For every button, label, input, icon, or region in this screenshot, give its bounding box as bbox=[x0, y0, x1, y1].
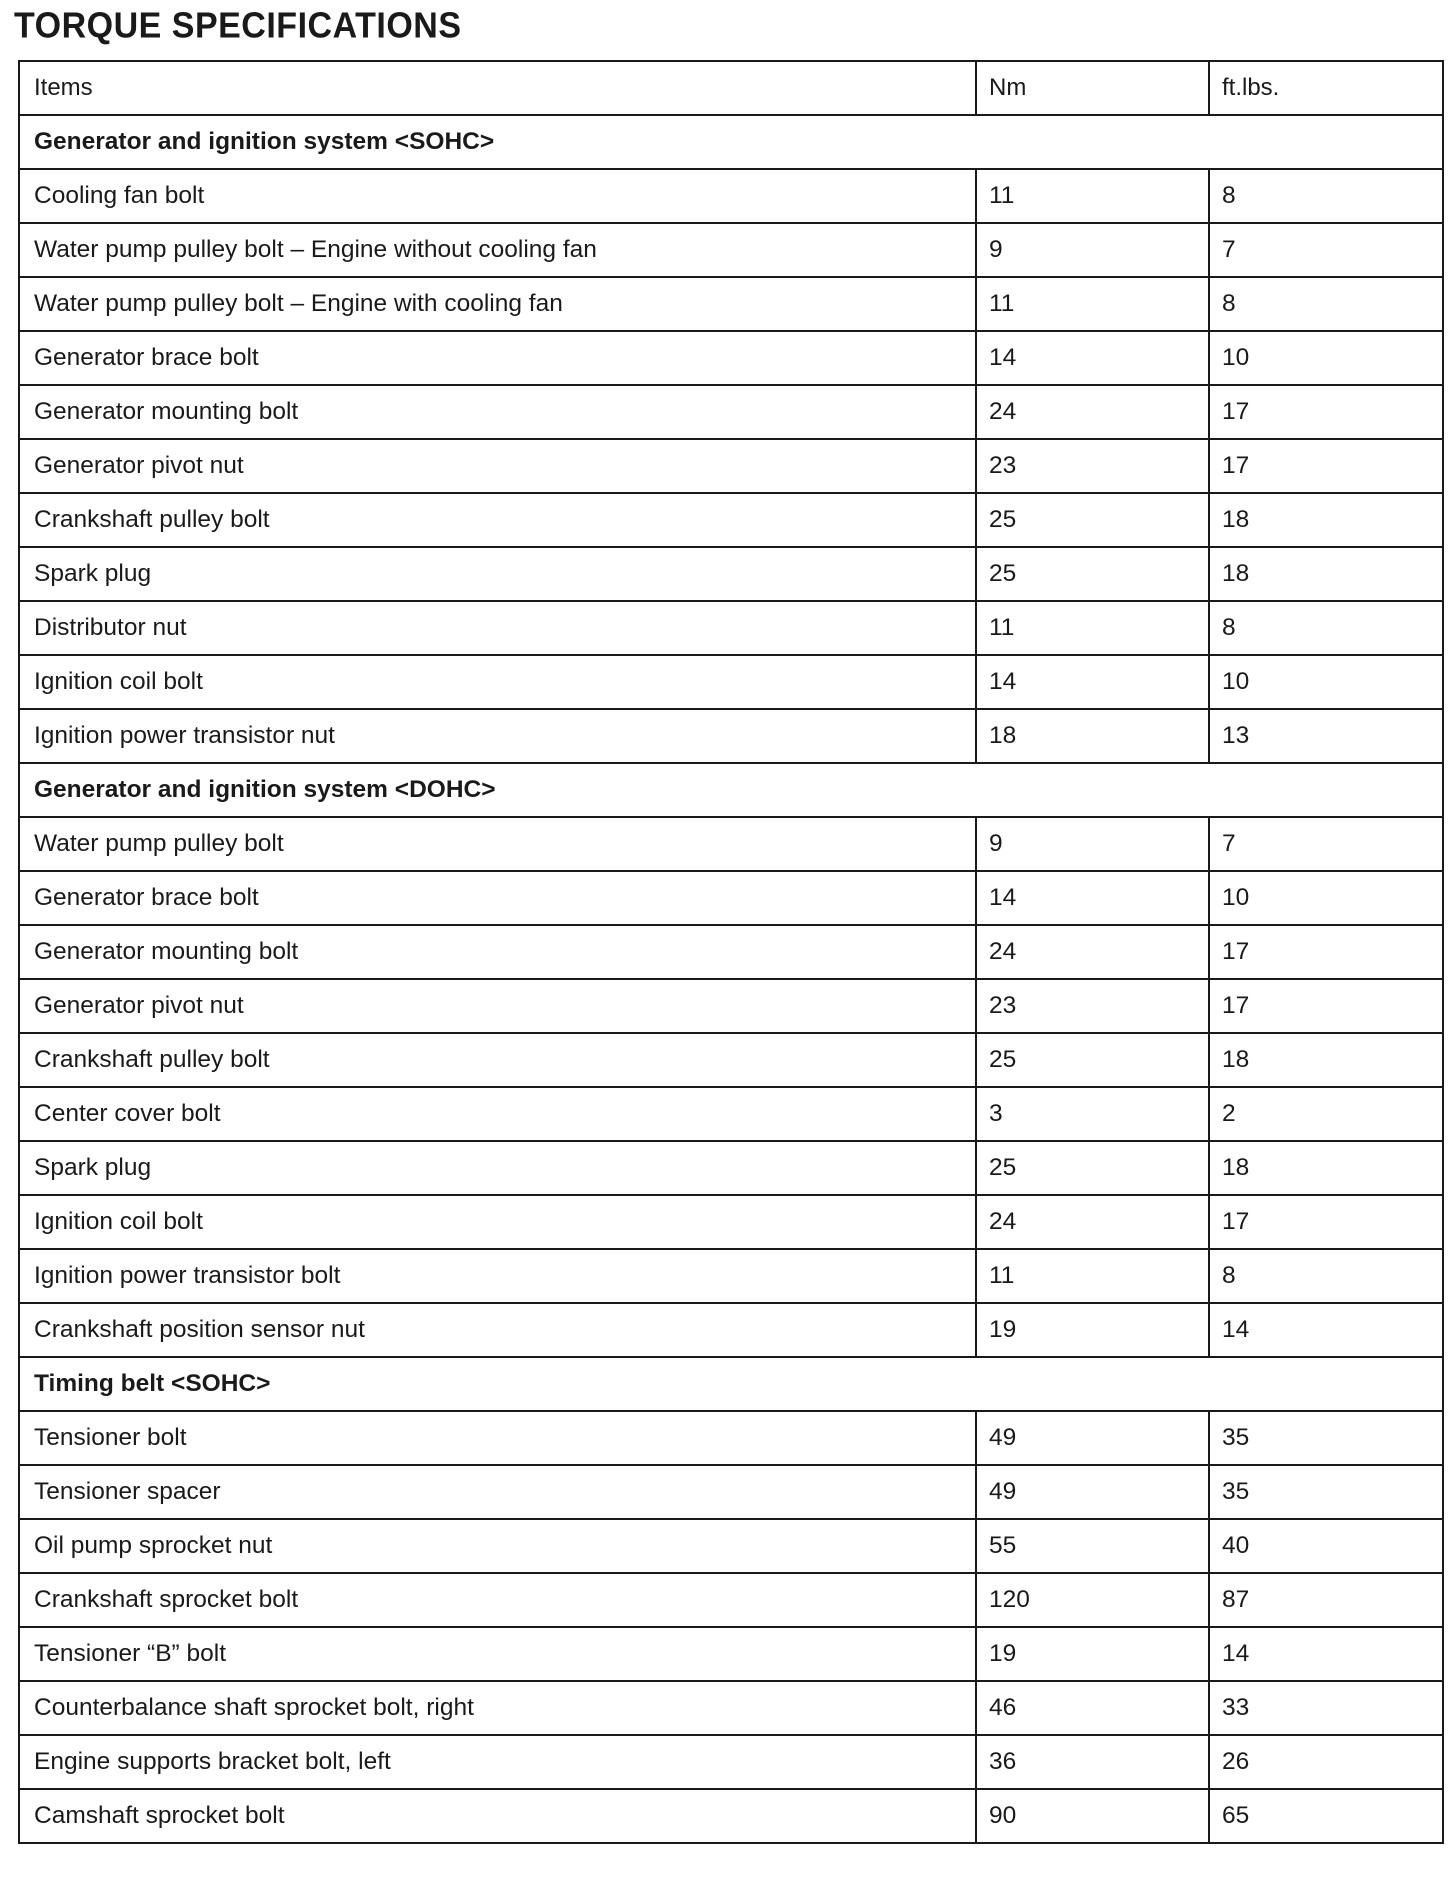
item-name-cell: Oil pump sprocket nut bbox=[19, 1519, 976, 1573]
nm-value-cell: 14 bbox=[976, 655, 1209, 709]
nm-value-cell: 120 bbox=[976, 1573, 1209, 1627]
page-title: TORQUE SPECIFICATIONS bbox=[14, 6, 462, 46]
table-row bbox=[19, 1573, 1443, 1627]
ft-lbs-value-cell: 18 bbox=[1209, 1141, 1443, 1195]
header-nm: Nm bbox=[976, 61, 1209, 115]
item-name-cell: Ignition coil bolt bbox=[19, 655, 976, 709]
nm-value-cell: 19 bbox=[976, 1627, 1209, 1681]
table-row bbox=[19, 223, 1443, 277]
ft-lbs-value-cell: 7 bbox=[1209, 817, 1443, 871]
nm-value-cell: 3 bbox=[976, 1087, 1209, 1141]
table-row bbox=[19, 1789, 1443, 1843]
item-name-cell: Tensioner spacer bbox=[19, 1465, 976, 1519]
item-name-cell: Tensioner bolt bbox=[19, 1411, 976, 1465]
item-name-cell: Crankshaft sprocket bolt bbox=[19, 1573, 976, 1627]
ft-lbs-value-cell: 2 bbox=[1209, 1087, 1443, 1141]
ft-lbs-value-cell: 17 bbox=[1209, 1195, 1443, 1249]
item-name-cell: Water pump pulley bolt – Engine without cooling fan bbox=[19, 223, 976, 277]
ft-lbs-value-cell: 18 bbox=[1209, 547, 1443, 601]
nm-value-cell: 25 bbox=[976, 493, 1209, 547]
item-name-cell: Engine supports bracket bolt, left bbox=[19, 1735, 976, 1789]
ft-lbs-value-cell: 17 bbox=[1209, 439, 1443, 493]
item-name-cell: Water pump pulley bolt – Engine with cooling fan bbox=[19, 277, 976, 331]
table-row bbox=[19, 277, 1443, 331]
table-row bbox=[19, 439, 1443, 493]
nm-value-cell: 11 bbox=[976, 601, 1209, 655]
item-name-cell: Water pump pulley bolt bbox=[19, 817, 976, 871]
item-name-cell: Ignition coil bolt bbox=[19, 1195, 976, 1249]
ft-lbs-value-cell: 8 bbox=[1209, 277, 1443, 331]
item-name-cell: Ignition power transistor nut bbox=[19, 709, 976, 763]
ft-lbs-value-cell: 18 bbox=[1209, 493, 1443, 547]
ft-lbs-value-cell: 8 bbox=[1209, 1249, 1443, 1303]
nm-value-cell: 24 bbox=[976, 1195, 1209, 1249]
ft-lbs-value-cell: 17 bbox=[1209, 925, 1443, 979]
section-header-row bbox=[19, 763, 1443, 817]
table-row bbox=[19, 1681, 1443, 1735]
item-name-cell: Counterbalance shaft sprocket bolt, right bbox=[19, 1681, 976, 1735]
item-name-cell: Crankshaft pulley bolt bbox=[19, 493, 976, 547]
section-header-row bbox=[19, 115, 1443, 169]
table-row bbox=[19, 1195, 1443, 1249]
header-items: Items bbox=[19, 61, 976, 115]
table-row bbox=[19, 655, 1443, 709]
nm-value-cell: 11 bbox=[976, 277, 1209, 331]
table-row bbox=[19, 817, 1443, 871]
nm-value-cell: 14 bbox=[976, 871, 1209, 925]
ft-lbs-value-cell: 14 bbox=[1209, 1627, 1443, 1681]
table-header-row bbox=[19, 61, 1443, 115]
item-name-cell: Generator pivot nut bbox=[19, 979, 976, 1033]
nm-value-cell: 11 bbox=[976, 169, 1209, 223]
nm-value-cell: 49 bbox=[976, 1465, 1209, 1519]
item-name-cell: Camshaft sprocket bolt bbox=[19, 1789, 976, 1843]
table-row bbox=[19, 169, 1443, 223]
item-name-cell: Tensioner “B” bolt bbox=[19, 1627, 976, 1681]
table-row bbox=[19, 1249, 1443, 1303]
ft-lbs-value-cell: 7 bbox=[1209, 223, 1443, 277]
nm-value-cell: 24 bbox=[976, 925, 1209, 979]
table-row bbox=[19, 925, 1443, 979]
table-row bbox=[19, 331, 1443, 385]
ft-lbs-value-cell: 8 bbox=[1209, 601, 1443, 655]
ft-lbs-value-cell: 13 bbox=[1209, 709, 1443, 763]
ft-lbs-value-cell: 26 bbox=[1209, 1735, 1443, 1789]
table-row bbox=[19, 871, 1443, 925]
table-row bbox=[19, 1303, 1443, 1357]
table-row bbox=[19, 1627, 1443, 1681]
section-title: Timing belt <SOHC> bbox=[19, 1357, 1443, 1411]
table-row bbox=[19, 601, 1443, 655]
torque-spec-table bbox=[18, 60, 1444, 1844]
item-name-cell: Spark plug bbox=[19, 547, 976, 601]
nm-value-cell: 90 bbox=[976, 1789, 1209, 1843]
nm-value-cell: 49 bbox=[976, 1411, 1209, 1465]
nm-value-cell: 23 bbox=[976, 439, 1209, 493]
ft-lbs-value-cell: 65 bbox=[1209, 1789, 1443, 1843]
nm-value-cell: 9 bbox=[976, 817, 1209, 871]
ft-lbs-value-cell: 17 bbox=[1209, 385, 1443, 439]
ft-lbs-value-cell: 10 bbox=[1209, 871, 1443, 925]
ft-lbs-value-cell: 18 bbox=[1209, 1033, 1443, 1087]
nm-value-cell: 24 bbox=[976, 385, 1209, 439]
item-name-cell: Generator pivot nut bbox=[19, 439, 976, 493]
item-name-cell: Center cover bolt bbox=[19, 1087, 976, 1141]
table-row bbox=[19, 709, 1443, 763]
table-row bbox=[19, 1087, 1443, 1141]
nm-value-cell: 55 bbox=[976, 1519, 1209, 1573]
nm-value-cell: 18 bbox=[976, 709, 1209, 763]
ft-lbs-value-cell: 14 bbox=[1209, 1303, 1443, 1357]
table-row bbox=[19, 1735, 1443, 1789]
ft-lbs-value-cell: 10 bbox=[1209, 655, 1443, 709]
header-ft-lbs: ft.lbs. bbox=[1209, 61, 1443, 115]
item-name-cell: Generator brace bolt bbox=[19, 331, 976, 385]
ft-lbs-value-cell: 10 bbox=[1209, 331, 1443, 385]
nm-value-cell: 25 bbox=[976, 1033, 1209, 1087]
item-name-cell: Crankshaft position sensor nut bbox=[19, 1303, 976, 1357]
table-row bbox=[19, 547, 1443, 601]
nm-value-cell: 9 bbox=[976, 223, 1209, 277]
table-row bbox=[19, 493, 1443, 547]
item-name-cell: Generator mounting bolt bbox=[19, 385, 976, 439]
item-name-cell: Generator brace bolt bbox=[19, 871, 976, 925]
item-name-cell: Distributor nut bbox=[19, 601, 976, 655]
nm-value-cell: 11 bbox=[976, 1249, 1209, 1303]
section-title: Generator and ignition system <SOHC> bbox=[19, 115, 1443, 169]
ft-lbs-value-cell: 87 bbox=[1209, 1573, 1443, 1627]
nm-value-cell: 14 bbox=[976, 331, 1209, 385]
nm-value-cell: 25 bbox=[976, 547, 1209, 601]
nm-value-cell: 23 bbox=[976, 979, 1209, 1033]
ft-lbs-value-cell: 33 bbox=[1209, 1681, 1443, 1735]
ft-lbs-value-cell: 35 bbox=[1209, 1411, 1443, 1465]
table-row bbox=[19, 1141, 1443, 1195]
item-name-cell: Spark plug bbox=[19, 1141, 976, 1195]
nm-value-cell: 25 bbox=[976, 1141, 1209, 1195]
item-name-cell: Generator mounting bolt bbox=[19, 925, 976, 979]
ft-lbs-value-cell: 17 bbox=[1209, 979, 1443, 1033]
nm-value-cell: 46 bbox=[976, 1681, 1209, 1735]
ft-lbs-value-cell: 40 bbox=[1209, 1519, 1443, 1573]
section-header-row bbox=[19, 1357, 1443, 1411]
ft-lbs-value-cell: 8 bbox=[1209, 169, 1443, 223]
item-name-cell: Ignition power transistor bolt bbox=[19, 1249, 976, 1303]
table-row bbox=[19, 1519, 1443, 1573]
item-name-cell: Crankshaft pulley bolt bbox=[19, 1033, 976, 1087]
table-row bbox=[19, 979, 1443, 1033]
section-title: Generator and ignition system <DOHC> bbox=[19, 763, 1443, 817]
table-row bbox=[19, 1465, 1443, 1519]
item-name-cell: Cooling fan bolt bbox=[19, 169, 976, 223]
table-row bbox=[19, 1033, 1443, 1087]
nm-value-cell: 19 bbox=[976, 1303, 1209, 1357]
nm-value-cell: 36 bbox=[976, 1735, 1209, 1789]
ft-lbs-value-cell: 35 bbox=[1209, 1465, 1443, 1519]
table-row bbox=[19, 1411, 1443, 1465]
table-row bbox=[19, 385, 1443, 439]
